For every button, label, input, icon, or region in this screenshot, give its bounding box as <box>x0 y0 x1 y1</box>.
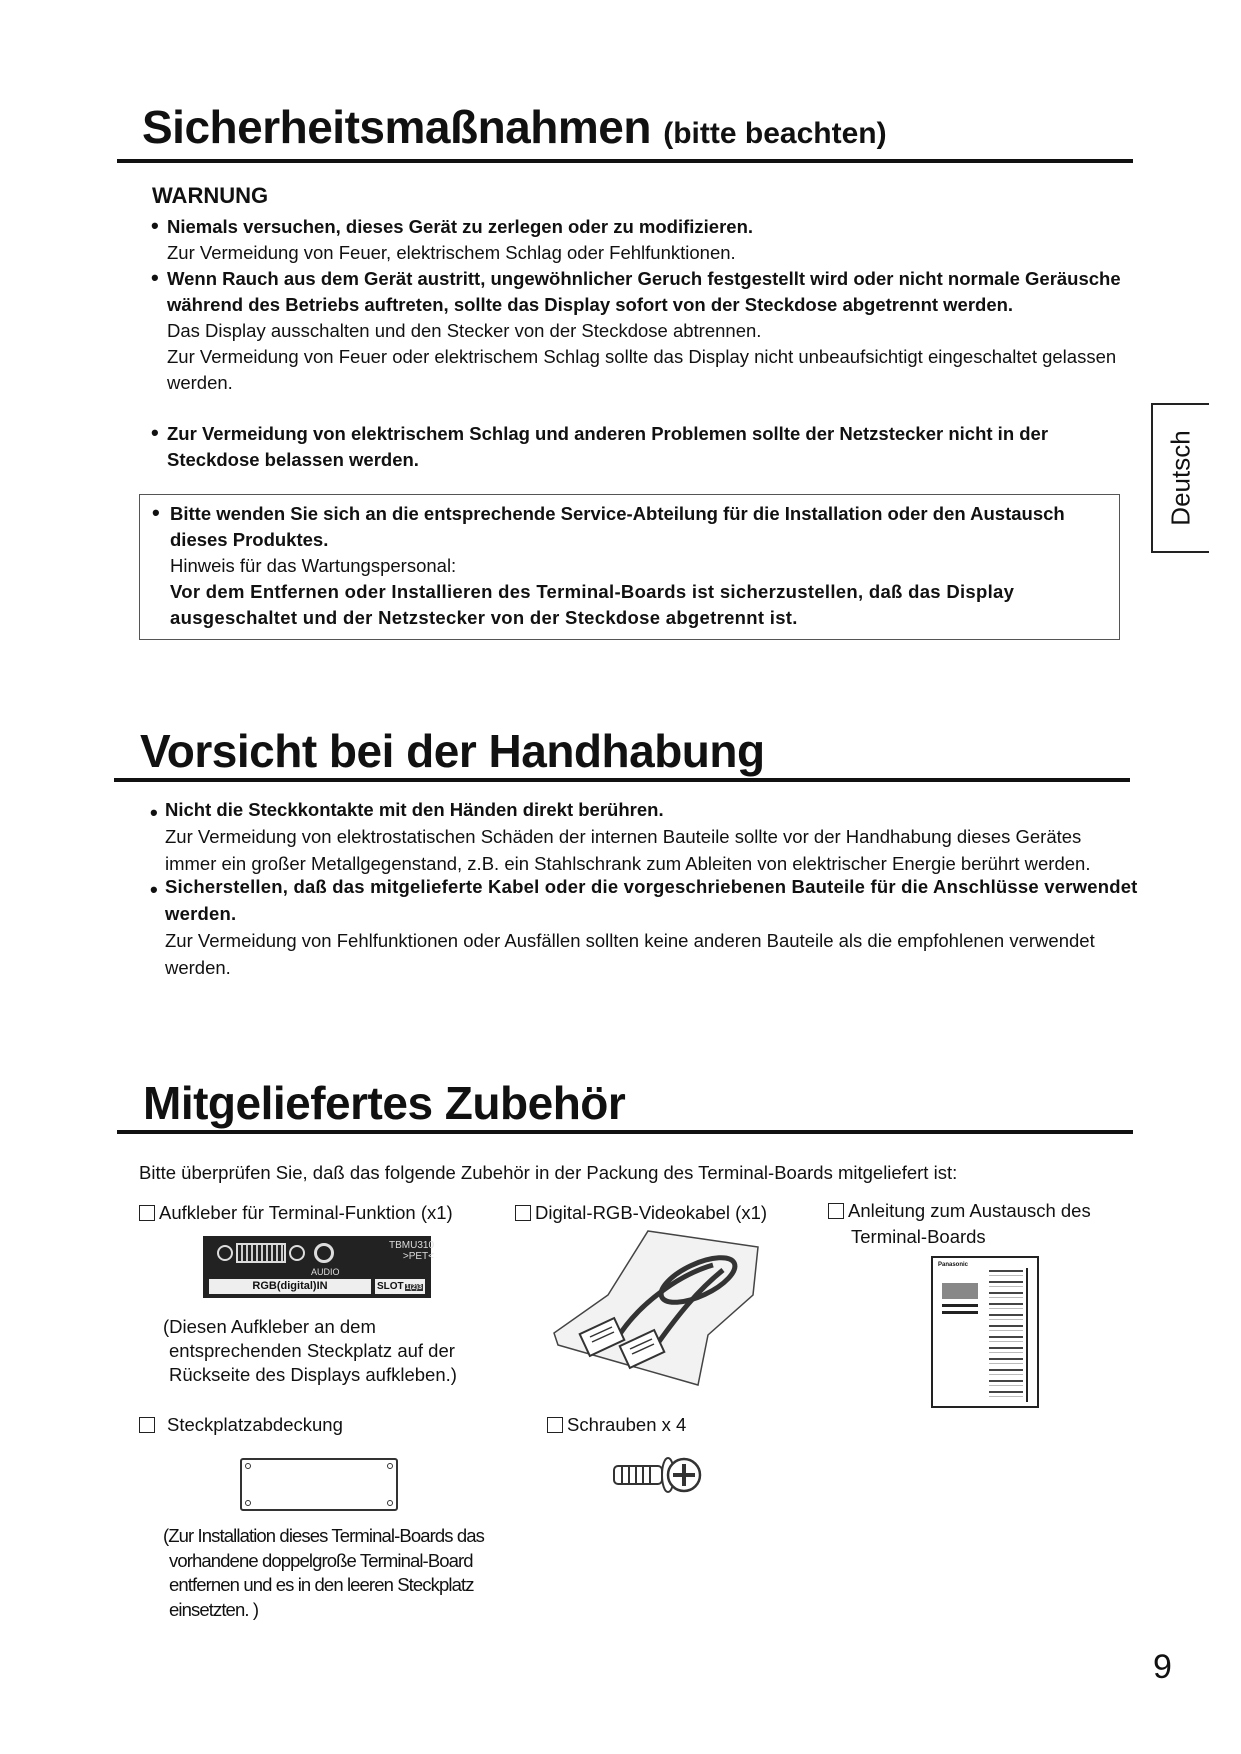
service-notice-note: Hinweis für das Wartungspersonal: <box>170 555 457 576</box>
section1-subtitle: (bitte beachten) <box>663 117 887 150</box>
dvi-port-icon <box>236 1243 286 1263</box>
cable-label-text: Digital-RGB-Videokabel (x1) <box>535 1202 768 1223</box>
manual-label-text-1: Anleitung zum Austausch des <box>848 1200 1091 1221</box>
sticker-note <box>163 1315 457 1387</box>
section2-title: Vorsicht bei der Handhabung <box>140 725 765 777</box>
sticker-image <box>203 1236 435 1298</box>
language-tab-label: Deutsch <box>1165 430 1196 526</box>
sticker-label-text: Aufkleber für Terminal-Funktion (x1) <box>159 1202 453 1223</box>
section1-title-main: Sicherheitsmaßnahmen <box>142 101 651 153</box>
warning-item-3-bold: Zur Vermeidung von elektrischem Schlag und anderen Problemen sollte der Netzstecker nicht in der Steckdose belassen werden. <box>167 423 1049 470</box>
manual-cover-line <box>942 1304 978 1307</box>
bullet: • <box>150 800 158 825</box>
handling-item-2-text: Zur Vermeidung von Fehlfunktionen oder Ausfällen sollten keine anderen Bauteile als die empfohlenen verwendet werden. <box>165 930 1095 978</box>
checkbox-icon <box>139 1205 155 1221</box>
cable-label <box>515 1200 767 1225</box>
checkbox-icon <box>828 1203 844 1219</box>
bullet: • <box>150 877 158 902</box>
manual-image <box>931 1256 1039 1408</box>
checkbox-icon <box>515 1205 531 1221</box>
sticker-pet-text: >PET< <box>402 1251 435 1262</box>
sticker-audio: AUDIO <box>311 1267 340 1277</box>
screw-hole-icon <box>289 1245 305 1261</box>
page-number: 9 <box>1153 1648 1172 1686</box>
cover-hole-icon <box>245 1463 251 1469</box>
handling-item-1-bold: Nicht die Steckkontakte mit den Händen direkt berühren. <box>165 799 664 820</box>
manual-column-line <box>1026 1268 1028 1402</box>
sticker-rgb: RGB(digital)IN <box>209 1279 371 1294</box>
sticker-slot-text: SLOT <box>377 1281 404 1292</box>
accessories-intro: Bitte überprüfen Sie, daß das folgende Zubehör in der Packung des Terminal-Boards mitgeliefert ist: <box>139 1162 958 1183</box>
cover-hole-icon <box>387 1463 393 1469</box>
section1-rule <box>117 159 1133 163</box>
section2-rule <box>114 778 1130 782</box>
handling-item-2 <box>165 873 1140 981</box>
cover-note-line: vorhandene doppelgroße Terminal-Board <box>169 1549 473 1571</box>
warning-heading: WARNUNG <box>152 183 269 208</box>
warning-item-2-text-1: Das Display ausschalten und den Stecker von der Steckdose abtrennen. <box>167 320 762 341</box>
cover-note <box>163 1524 484 1622</box>
sticker-code-text: TBMU310 <box>389 1240 435 1251</box>
warning-item-1-bold: Niemals versuchen, dieses Gerät zu zerlegen oder zu modifizieren. <box>167 216 754 237</box>
cover-hole-icon <box>387 1500 393 1506</box>
sticker-code <box>389 1240 434 1262</box>
service-notice <box>170 501 1110 631</box>
sticker-label <box>139 1200 453 1225</box>
screws-label <box>547 1412 686 1437</box>
cover-hole-icon <box>245 1500 251 1506</box>
warning-item-2-text-2: Zur Vermeidung von Feuer oder elektrischem Schlag sollte das Display nicht unbeaufsichtigt eingeschaltet gelassen werden. <box>167 346 1117 393</box>
cover-note-line: (Zur Installation dieses Terminal-Boards das <box>163 1525 484 1546</box>
cover-label <box>139 1412 343 1437</box>
bullet: • <box>151 265 159 290</box>
cover-label-text: Steckplatzabdeckung <box>167 1414 343 1435</box>
screws-label-text: Schrauben x 4 <box>567 1414 687 1435</box>
cable-bag <box>554 1231 758 1385</box>
bullet: • <box>151 420 159 445</box>
manual-cover-graphic <box>942 1283 978 1299</box>
manual-label-text-2: Terminal-Boards <box>851 1226 986 1247</box>
warning-item-2-bold: Wenn Rauch aus dem Gerät austritt, ungewöhnlicher Geruch festgestellt wird oder nicht normale Geräusche während des Betriebs auftreten, sollte das Display sofort von der Steckdose abgetrennt werden. <box>167 268 1121 315</box>
slot-cover-image <box>240 1458 398 1511</box>
cover-note-line: einsetzten. ) <box>169 1598 259 1620</box>
handling-item-1-text: Zur Vermeidung von elektrostatischen Schäden der internen Bauteile sollte vor der Handhabung dieses Gerätes immer ein großer Metallgegenstand, z.B. ein Stahlschrank zum Ableiten von elektrischer Energie berührt werden. <box>165 826 1091 874</box>
bullet: • <box>151 213 159 238</box>
section3-title: Mitgeliefertes Zubehör <box>143 1077 626 1129</box>
section3-rule <box>117 1130 1133 1134</box>
handling-item-2-bold: Sicherstellen, daß das mitgelieferte Kabel oder die vorgeschriebenen Bauteile für die Anschlüsse verwendet werden. <box>165 876 1138 924</box>
sticker-slot-num: 1(2)3 <box>405 1284 423 1291</box>
bullet: • <box>152 500 160 525</box>
service-notice-bold2: Vor dem Entfernen oder Installieren des Terminal-Boards ist sicherzustellen, daß das Display ausgeschaltet und der Netzstecker von der Steckdose abgetrennt ist. <box>170 581 1015 628</box>
warning-item-2 <box>167 266 1127 396</box>
warning-item-3 <box>167 421 1137 473</box>
manual-label <box>828 1198 1091 1250</box>
manual-brand: Panasonic <box>938 1262 969 1268</box>
service-notice-bold: Bitte wenden Sie sich an die entsprechende Service-Abteilung für die Installation oder den Austausch dieses Produktes. <box>170 503 1065 550</box>
sticker-note-line: Rückseite des Displays aufkleben.) <box>169 1364 457 1385</box>
manual-cover-line <box>942 1311 978 1314</box>
screw-image <box>612 1450 702 1500</box>
handling-item-1 <box>165 796 1135 877</box>
sticker-note-line: entsprechenden Steckplatz auf der <box>169 1340 455 1361</box>
sticker-slot <box>375 1279 425 1294</box>
cable-image <box>548 1225 780 1395</box>
warning-item-1-text: Zur Vermeidung von Feuer, elektrischem Schlag oder Fehlfunktionen. <box>167 242 736 263</box>
screw-hole-icon <box>217 1245 233 1261</box>
cover-note-line: entfernen und es in den leeren Steckplatz <box>169 1574 474 1595</box>
language-tab <box>1151 403 1209 553</box>
checkbox-icon <box>139 1417 155 1433</box>
warning-item-1 <box>167 214 1137 266</box>
sticker-note-line: (Diesen Aufkleber an dem <box>163 1316 376 1337</box>
audio-jack-icon <box>314 1243 334 1263</box>
section1-title <box>142 101 887 153</box>
checkbox-icon <box>547 1417 563 1433</box>
manual-text-lines <box>989 1270 1023 1400</box>
